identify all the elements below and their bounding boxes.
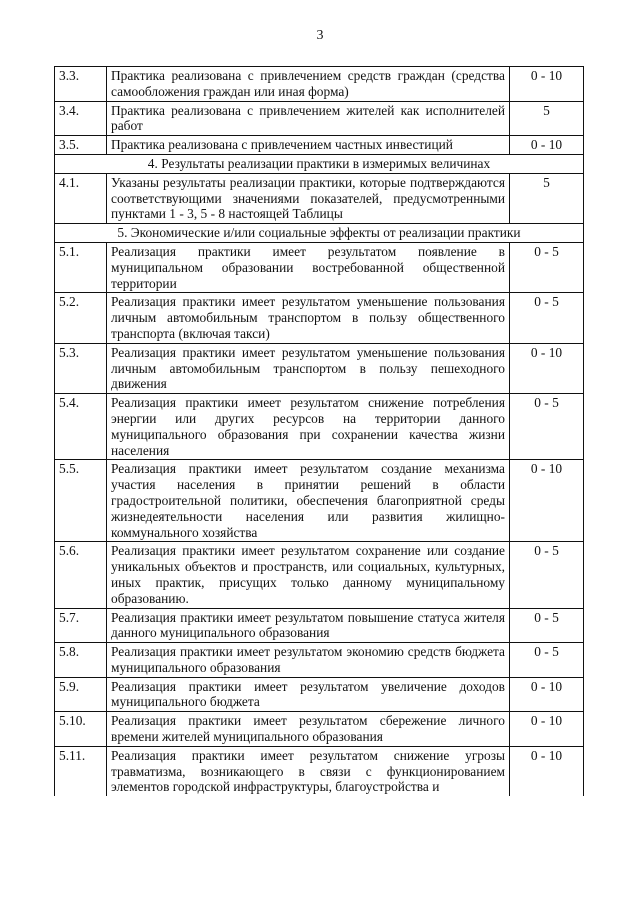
criteria-row — [55, 67, 584, 102]
score-range: 0 - 10 — [510, 712, 584, 747]
row-number: 5.3. — [55, 343, 107, 393]
criterion-text: Реализация практики имеет результатом увеличение доходов муниципального бюджета — [107, 677, 510, 712]
score-range: 0 - 5 — [510, 542, 584, 608]
criteria-row — [55, 608, 584, 643]
score-range: 0 - 5 — [510, 293, 584, 343]
score-range: 0 - 5 — [510, 643, 584, 678]
criteria-row — [55, 101, 584, 136]
criterion-text: Практика реализована с привлечением частных инвестиций — [107, 136, 510, 155]
row-number: 5.7. — [55, 608, 107, 643]
criteria-row — [55, 712, 584, 747]
criteria-row — [55, 394, 584, 460]
criteria-table — [54, 66, 584, 796]
score-range: 0 - 10 — [510, 460, 584, 542]
criteria-row — [55, 136, 584, 155]
criterion-text: Реализация практики имеет результатом уменьшение пользования личным автомобильным транспортом в пользу общественного транспорта (включая такси) — [107, 293, 510, 343]
row-number: 5.9. — [55, 677, 107, 712]
score-range: 5 — [510, 101, 584, 136]
row-number: 4.1. — [55, 173, 107, 223]
criteria-table-body — [55, 67, 584, 797]
score-range: 0 - 10 — [510, 746, 584, 796]
section-title: 5. Экономические и/или социальные эффекты от реализации практики — [55, 224, 584, 243]
row-number: 5.1. — [55, 242, 107, 292]
row-number: 5.6. — [55, 542, 107, 608]
score-range: 0 - 10 — [510, 136, 584, 155]
page-number: 3 — [316, 28, 324, 43]
section-header-row — [55, 154, 584, 173]
score-range: 0 - 5 — [510, 394, 584, 460]
row-number: 3.3. — [55, 67, 107, 102]
criterion-text: Указаны результаты реализации практики, которые подтверждаются соответствующими значениями показателей, предусмотренными пунктами 1 - 3, 5 - 8 настоящей Таблицы — [107, 173, 510, 223]
row-number: 5.5. — [55, 460, 107, 542]
row-number: 5.2. — [55, 293, 107, 343]
score-range: 0 - 10 — [510, 343, 584, 393]
row-number: 5.10. — [55, 712, 107, 747]
criterion-text: Практика реализована с привлечением средств граждан (средства самообложения граждан или иная форма) — [107, 67, 510, 102]
criterion-text: Реализация практики имеет результатом экономию средств бюджета муниципального образования — [107, 643, 510, 678]
score-range: 0 - 5 — [510, 242, 584, 292]
row-number: 5.4. — [55, 394, 107, 460]
section-title: 4. Результаты реализации практики в измеримых величинах — [55, 154, 584, 173]
criteria-row — [55, 677, 584, 712]
criteria-row — [55, 173, 584, 223]
criterion-text: Реализация практики имеет результатом сбережение личного времени жителей муниципального образования — [107, 712, 510, 747]
criterion-text: Реализация практики имеет результатом повышение статуса жителя данного муниципального образования — [107, 608, 510, 643]
row-number: 5.11. — [55, 746, 107, 796]
criteria-row — [55, 542, 584, 608]
criterion-text: Реализация практики имеет результатом сохранение или создание уникальных объектов и пространств, или социальных, культурных, иных практик, присущих только данному муниципальному образованию. — [107, 542, 510, 608]
criterion-text: Практика реализована с привлечением жителей как исполнителей работ — [107, 101, 510, 136]
criterion-text: Реализация практики имеет результатом снижение потребления энергии или других ресурсов на территории данного муниципального образования при сохранении качества жизни населения — [107, 394, 510, 460]
criterion-text: Реализация практики имеет результатом появление в муниципальном образовании востребованной общественной территории — [107, 242, 510, 292]
criteria-row — [55, 242, 584, 292]
score-range: 0 - 10 — [510, 67, 584, 102]
row-number: 3.5. — [55, 136, 107, 155]
score-range: 0 - 5 — [510, 608, 584, 643]
criteria-row — [55, 460, 584, 542]
criteria-row — [55, 746, 584, 796]
criteria-row — [55, 343, 584, 393]
criterion-text: Реализация практики имеет результатом создание механизма участия населения в принятии решений в области градостроительной политики, обеспечения благоприятной среды жизнедеятельности населения или развития жилищно-коммунального хозяйства — [107, 460, 510, 542]
row-number: 3.4. — [55, 101, 107, 136]
row-number: 5.8. — [55, 643, 107, 678]
criteria-row — [55, 293, 584, 343]
section-header-row — [55, 224, 584, 243]
criterion-text: Реализация практики имеет результатом снижение угрозы травматизма, возникающего в связи с функционированием элементов городской инфраструктуры, благоустройства и — [107, 746, 510, 796]
score-range: 0 - 10 — [510, 677, 584, 712]
criterion-text: Реализация практики имеет результатом уменьшение пользования личным автомобильным транспортом в пользу пешеходного движения — [107, 343, 510, 393]
criteria-row — [55, 643, 584, 678]
score-range: 5 — [510, 173, 584, 223]
